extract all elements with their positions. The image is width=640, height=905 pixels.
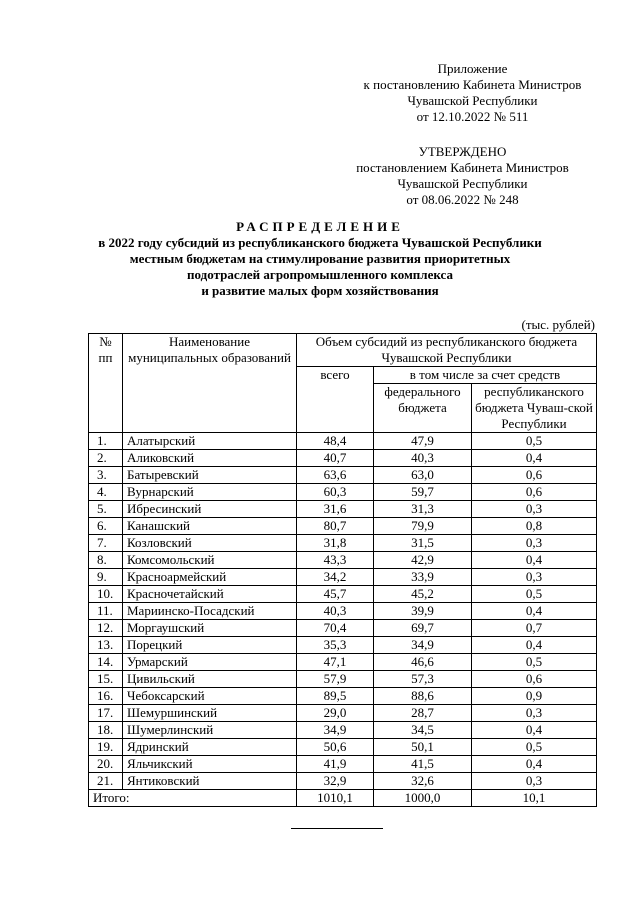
approved-block xyxy=(350,144,575,208)
row-total: 31,6 xyxy=(297,501,374,518)
row-name: Красночетайский xyxy=(123,586,297,603)
table-row xyxy=(89,450,597,467)
row-total: 34,2 xyxy=(297,569,374,586)
row-number: 12. xyxy=(89,620,123,637)
row-republic: 0,3 xyxy=(472,535,597,552)
row-total: 50,6 xyxy=(297,739,374,756)
document-title xyxy=(80,219,560,299)
row-name: Цивильский xyxy=(123,671,297,688)
row-number: 3. xyxy=(89,467,123,484)
table-row xyxy=(89,433,597,450)
row-federal: 34,9 xyxy=(374,637,472,654)
table-row xyxy=(89,620,597,637)
row-number: 14. xyxy=(89,654,123,671)
row-total: 89,5 xyxy=(297,688,374,705)
row-federal: 28,7 xyxy=(374,705,472,722)
row-name: Моргаушский xyxy=(123,620,297,637)
row-number: 9. xyxy=(89,569,123,586)
row-name: Козловский xyxy=(123,535,297,552)
row-federal: 34,5 xyxy=(374,722,472,739)
row-name: Шумерлинский xyxy=(123,722,297,739)
table-row xyxy=(89,484,597,501)
row-number: 11. xyxy=(89,603,123,620)
row-total: 43,3 xyxy=(297,552,374,569)
table-row xyxy=(89,501,597,518)
row-republic: 0,4 xyxy=(472,552,597,569)
row-name: Янтиковский xyxy=(123,773,297,790)
header-name: Наименование муниципальных образований xyxy=(123,334,297,433)
row-name: Чебоксарский xyxy=(123,688,297,705)
header-republic: республиканского бюджета Чуваш-ской Республики xyxy=(472,384,597,433)
approved-line-2: постановлением Кабинета Министров xyxy=(356,160,569,175)
row-republic: 0,4 xyxy=(472,603,597,620)
row-total: 45,7 xyxy=(297,586,374,603)
row-federal: 39,9 xyxy=(374,603,472,620)
title-line-1: в 2022 году субсидий из республиканского бюджета Чувашской Республики xyxy=(98,235,542,250)
row-number: 13. xyxy=(89,637,123,654)
table-row xyxy=(89,518,597,535)
row-number: 7. xyxy=(89,535,123,552)
table-row xyxy=(89,603,597,620)
table-row xyxy=(89,552,597,569)
row-number: 20. xyxy=(89,756,123,773)
row-name: Ядринский xyxy=(123,739,297,756)
row-republic: 0,5 xyxy=(472,433,597,450)
table-row xyxy=(89,756,597,773)
row-total: 70,4 xyxy=(297,620,374,637)
row-federal: 57,3 xyxy=(374,671,472,688)
header-number: № пп xyxy=(89,334,123,433)
row-total: 32,9 xyxy=(297,773,374,790)
row-total: 57,9 xyxy=(297,671,374,688)
subsidy-table xyxy=(88,333,597,807)
row-name: Ибресинский xyxy=(123,501,297,518)
row-total: 29,0 xyxy=(297,705,374,722)
row-total: 40,3 xyxy=(297,603,374,620)
row-republic: 0,4 xyxy=(472,450,597,467)
header-federal: федерального бюджета xyxy=(374,384,472,433)
totals-total: 1010,1 xyxy=(297,790,374,807)
row-total: 48,4 xyxy=(297,433,374,450)
row-republic: 0,4 xyxy=(472,756,597,773)
row-republic: 0,5 xyxy=(472,739,597,756)
row-number: 4. xyxy=(89,484,123,501)
totals-republic: 10,1 xyxy=(472,790,597,807)
appendix-line-3: Чувашской Республики xyxy=(407,93,538,108)
row-number: 5. xyxy=(89,501,123,518)
row-republic: 0,6 xyxy=(472,671,597,688)
table-row xyxy=(89,569,597,586)
row-total: 60,3 xyxy=(297,484,374,501)
row-republic: 0,9 xyxy=(472,688,597,705)
row-total: 80,7 xyxy=(297,518,374,535)
row-name: Канашский xyxy=(123,518,297,535)
table-row xyxy=(89,586,597,603)
row-name: Вурнарский xyxy=(123,484,297,501)
row-federal: 69,7 xyxy=(374,620,472,637)
totals-label: Итого: xyxy=(89,790,297,807)
approved-line-1: УТВЕРЖДЕНО xyxy=(418,144,507,159)
row-name: Шемуршинский xyxy=(123,705,297,722)
row-federal: 32,6 xyxy=(374,773,472,790)
totals-row xyxy=(89,790,597,807)
row-name: Батыревский xyxy=(123,467,297,484)
row-number: 16. xyxy=(89,688,123,705)
row-total: 63,6 xyxy=(297,467,374,484)
row-number: 19. xyxy=(89,739,123,756)
appendix-line-4: от 12.10.2022 № 511 xyxy=(416,109,529,124)
row-republic: 0,5 xyxy=(472,586,597,603)
row-federal: 50,1 xyxy=(374,739,472,756)
row-federal: 79,9 xyxy=(374,518,472,535)
row-republic: 0,3 xyxy=(472,501,597,518)
row-number: 21. xyxy=(89,773,123,790)
header-volume: Объем субсидий из республиканского бюджета Чувашской Республики xyxy=(297,334,597,367)
header-total: всего xyxy=(297,367,374,433)
row-republic: 0,8 xyxy=(472,518,597,535)
title-line-2: местным бюджетам на стимулирование развития приоритетных xyxy=(129,251,511,266)
table-row xyxy=(89,654,597,671)
row-name: Аликовский xyxy=(123,450,297,467)
row-republic: 0,5 xyxy=(472,654,597,671)
table-row xyxy=(89,773,597,790)
row-republic: 0,7 xyxy=(472,620,597,637)
row-federal: 40,3 xyxy=(374,450,472,467)
appendix-line-1: Приложение xyxy=(437,61,508,76)
row-federal: 63,0 xyxy=(374,467,472,484)
totals-federal: 1000,0 xyxy=(374,790,472,807)
table-row xyxy=(89,467,597,484)
row-total: 40,7 xyxy=(297,450,374,467)
row-republic: 0,3 xyxy=(472,705,597,722)
row-total: 31,8 xyxy=(297,535,374,552)
row-number: 2. xyxy=(89,450,123,467)
row-republic: 0,4 xyxy=(472,637,597,654)
table-row xyxy=(89,535,597,552)
row-number: 6. xyxy=(89,518,123,535)
table-row xyxy=(89,671,597,688)
unit-label: (тыс. рублей) xyxy=(521,317,595,332)
row-republic: 0,6 xyxy=(472,467,597,484)
row-federal: 31,3 xyxy=(374,501,472,518)
row-number: 8. xyxy=(89,552,123,569)
row-number: 17. xyxy=(89,705,123,722)
appendix-line-2: к постановлению Кабинета Министров xyxy=(363,77,582,92)
title-line-3: подотраслей агропромышленного комплекса xyxy=(187,267,453,282)
row-republic: 0,4 xyxy=(472,722,597,739)
table-row xyxy=(89,722,597,739)
row-federal: 41,5 xyxy=(374,756,472,773)
appendix-block xyxy=(360,61,585,125)
row-federal: 45,2 xyxy=(374,586,472,603)
row-republic: 0,6 xyxy=(472,484,597,501)
row-number: 15. xyxy=(89,671,123,688)
row-federal: 31,5 xyxy=(374,535,472,552)
row-total: 47,1 xyxy=(297,654,374,671)
row-federal: 42,9 xyxy=(374,552,472,569)
table-row xyxy=(89,637,597,654)
row-federal: 47,9 xyxy=(374,433,472,450)
approved-line-3: Чувашской Республики xyxy=(397,176,528,191)
row-total: 34,9 xyxy=(297,722,374,739)
table-row xyxy=(89,688,597,705)
row-name: Урмарский xyxy=(123,654,297,671)
title-line-4: и развитие малых форм хозяйствования xyxy=(201,283,439,298)
title-heading: РАСПРЕДЕЛЕНИЕ xyxy=(236,219,404,234)
row-number: 18. xyxy=(89,722,123,739)
table-row xyxy=(89,705,597,722)
row-name: Яльчикский xyxy=(123,756,297,773)
row-name: Комсомольский xyxy=(123,552,297,569)
row-number: 10. xyxy=(89,586,123,603)
row-federal: 59,7 xyxy=(374,484,472,501)
approved-line-4: от 08.06.2022 № 248 xyxy=(406,192,519,207)
row-name: Красноармейский xyxy=(123,569,297,586)
end-divider xyxy=(291,828,383,829)
row-republic: 0,3 xyxy=(472,773,597,790)
table-body xyxy=(89,433,597,790)
row-total: 35,3 xyxy=(297,637,374,654)
row-federal: 88,6 xyxy=(374,688,472,705)
row-name: Порецкий xyxy=(123,637,297,654)
row-federal: 33,9 xyxy=(374,569,472,586)
row-federal: 46,6 xyxy=(374,654,472,671)
header-including: в том числе за счет средств xyxy=(374,367,597,384)
row-name: Мариинско-Посадский xyxy=(123,603,297,620)
row-republic: 0,3 xyxy=(472,569,597,586)
row-name: Алатырский xyxy=(123,433,297,450)
row-total: 41,9 xyxy=(297,756,374,773)
table-row xyxy=(89,739,597,756)
row-number: 1. xyxy=(89,433,123,450)
